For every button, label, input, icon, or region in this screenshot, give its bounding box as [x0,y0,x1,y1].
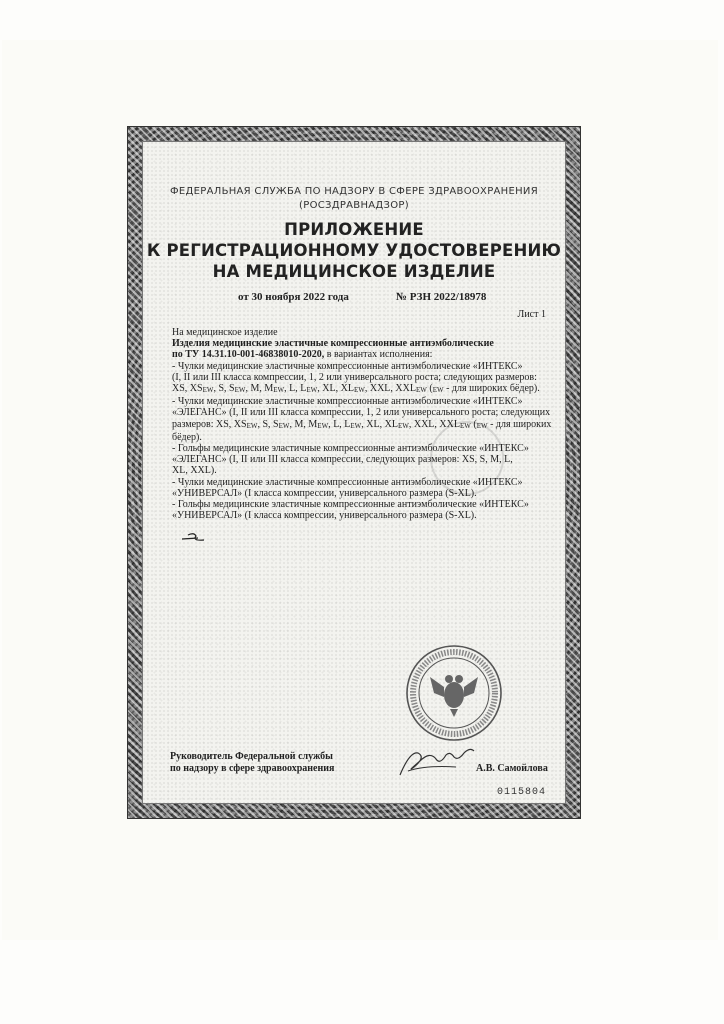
size-text: ( [470,418,477,430]
product-name: Изделия медицинские эластичные компрессионные антиэмболические [172,338,494,350]
sheet-number: Лист 1 [517,309,546,320]
certificate-body [142,141,566,804]
size-text: , S, S [257,418,279,430]
item-2-line-d: бёдер). [172,431,202,443]
item-5-line-a: - Гольфы медицинские эластичные компрессионные антиэмболические «ИНТЕКС» [172,499,529,511]
ew-sub: EW [317,421,329,430]
end-of-text-mark [178,529,218,545]
certificate-border [128,127,580,818]
ew-sub: EW [234,386,246,395]
document-text [172,327,552,521]
intro-line: На медицинское изделие [172,327,278,338]
signatory-name: А.В. Самойлова [476,763,548,774]
title-line-1: ПРИЛОЖЕНИЕ [284,220,424,239]
tu-tail: в вариантах исполнения: [324,349,433,361]
title-line-3: НА МЕДИЦИНСКОЕ ИЗДЕЛИЕ [212,262,496,281]
ew-sub: EW [202,386,214,395]
ew-sub: EW [353,386,365,395]
size-text: , L, L [284,383,307,395]
item-3-line-a: - Гольфы медицинские эластичные компрессионные антиэмболические «ИНТЕКС» [172,443,529,455]
item-3-line-c: XL, XXL). [172,465,217,477]
size-text: , XL, XL [361,418,398,430]
official-seal [404,643,504,743]
signatory-title-line-1: Руководитель Федеральной службы [170,751,333,762]
form-serial-number: 0115804 [496,787,546,798]
item-1-line-c [172,383,552,396]
size-text: , M, M [245,383,274,395]
size-text: - для широких [487,418,552,430]
size-text: , S, S [213,383,235,395]
size-text: , XL, XL [317,383,354,395]
ew-sub: EW [476,421,488,430]
ew-sub: EW [306,386,318,395]
ew-sub: EW [459,421,471,430]
document-title [142,219,566,282]
title-line-2: К РЕГИСТРАЦИОННОМУ УДОСТОВЕРЕНИЮ [146,241,562,260]
ew-sub: EW [278,421,290,430]
agency-header [142,185,566,213]
tu-line [172,349,552,360]
size-text: , XXL, XXL [364,383,416,395]
ew-sub: EW [432,386,444,395]
item-2-line-c [172,419,552,432]
eagle-emblem-icon [430,675,478,717]
item-1-line-a: - Чулки медицинские эластичные компрессионные антиэмболические «ИНТЕКС» [172,360,523,372]
size-text: , M, M [289,418,318,430]
ew-sub: EW [397,421,409,430]
item-4-line-a: - Чулки медицинские эластичные компрессионные антиэмболические «ИНТЕКС» [172,476,523,488]
ew-sub: EW [415,386,427,395]
item-5-line-b: «УНИВЕРСАЛ» (I класса компрессии, универсального размера (S-XL). [172,510,477,522]
size-text: XS, XS [172,383,203,395]
size-text: - для широких бёдер). [443,383,540,395]
issue-date: от 30 ноября 2022 года [238,291,349,303]
signatory-title [170,751,334,775]
ew-sub: EW [273,386,285,395]
ew-sub: EW [350,421,362,430]
item-1-line-b: (I, II или III класса компрессии, 1, 2 или универсального роста; следующих размеров: [172,371,537,383]
item-3-line-b: «ЭЛЕГАНС» (I, II или III класса компрессии, следующих размеров: XS, S, M, L, [172,454,513,466]
size-text: , L, L [328,418,351,430]
registration-number: № РЗН 2022/18978 [396,291,487,303]
size-text: размеров: XS, XS [172,418,247,430]
agency-abbrev: (РОСЗДРАВНАДЗОР) [299,200,409,211]
size-text: , XXL, XXL [408,418,460,430]
tu-code: по ТУ 14.31.10-001-46838010-2020, [172,349,325,361]
item-4-line-b: «УНИВЕРСАЛ» (I класса компрессии, универсального размера (S-XL). [172,487,477,499]
item-2-line-a: - Чулки медицинские эластичные компрессионные антиэмболические «ИНТЕКС» [172,396,523,408]
size-text: ( [426,383,433,395]
handwritten-signature [396,731,478,781]
agency-name: ФЕДЕРАЛЬНАЯ СЛУЖБА ПО НАДЗОРУ В СФЕРЕ ЗДРАВООХРАНЕНИЯ [170,186,538,197]
signatory-title-line-2: по надзору в сфере здравоохранения [170,763,335,774]
item-2-line-b: «ЭЛЕГАНС» (I, II или III класса компрессии, 1, 2 или универсального роста; следующих [172,407,551,419]
ew-sub: EW [246,421,258,430]
